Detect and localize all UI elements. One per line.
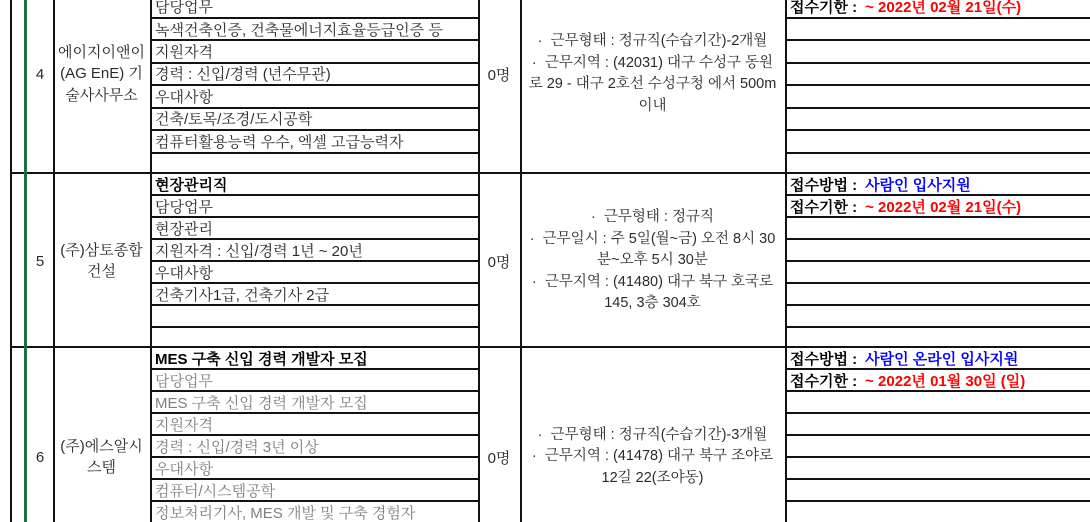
work-info-item: [532, 425, 774, 447]
detail-text: 정보처리기사, MES 개발 및 구축 경험자: [155, 504, 416, 522]
headcount: 0명: [487, 253, 511, 271]
apply-value: 사람인 입사지원: [865, 176, 971, 194]
headcount-cell[interactable]: [478, 348, 520, 522]
apply-cell[interactable]: [785, 218, 1090, 240]
headcount-cell[interactable]: [478, 174, 520, 348]
grid-vline-count-col: [520, 0, 522, 522]
apply-cell[interactable]: [785, 458, 1090, 480]
apply-cell[interactable]: [785, 131, 1090, 153]
work-info-item: [520, 446, 785, 489]
detail-text: 녹색건축인증, 건축물에너지효율등급인증 등: [155, 21, 443, 39]
work-info-item: [520, 229, 785, 272]
job-details-column: [150, 174, 478, 348]
detail-text: 건축/토목/조경/도시공학: [155, 111, 313, 129]
bullet-icon: ·: [531, 273, 537, 290]
bullet-icon: ·: [529, 230, 535, 247]
detail-cell[interactable]: [150, 64, 478, 86]
work-info-text: 근무지역 : (41478) 대구 북구 조야로12길 22(조야동): [544, 448, 774, 486]
apply-cell[interactable]: [785, 348, 1090, 370]
detail-cell[interactable]: [150, 19, 478, 41]
detail-cell[interactable]: [150, 174, 478, 196]
work-info-text: 근무형태 : 정규직(수습기간)-2개월: [550, 33, 768, 49]
detail-text: 지원자격: [155, 416, 213, 434]
headcount-cell[interactable]: [478, 0, 520, 174]
bullet-icon: ·: [537, 33, 543, 49]
apply-label: 접수기한 :: [790, 0, 858, 17]
work-info-text: 근무지역 : (42031) 대구 수성구 동원로 29 - 대구 2호선 수성구청 에서 500m 이내: [528, 54, 777, 114]
apply-label: 접수기한 :: [790, 372, 858, 390]
headcount: 0명: [487, 66, 511, 84]
detail-text: 컴퓨터/시스템공학: [155, 482, 276, 500]
apply-cell[interactable]: [785, 284, 1090, 306]
row-number: 4: [35, 65, 45, 83]
grid-vline-details-col: [478, 0, 480, 522]
detail-cell[interactable]: [150, 0, 478, 19]
apply-label: 접수기한 :: [790, 198, 858, 216]
detail-text: 지원자격 : 신입/경력 1년 ~ 20년: [155, 242, 363, 260]
apply-info-column: [785, 0, 1090, 174]
detail-cell[interactable]: [150, 392, 478, 414]
detail-cell[interactable]: [150, 240, 478, 262]
apply-label: 접수방법 :: [790, 176, 858, 194]
work-info-item: [520, 53, 785, 118]
detail-cell[interactable]: [150, 480, 478, 502]
work-info-text: 근무형태 : 정규직(수습기간)-3개월: [550, 426, 768, 443]
apply-cell[interactable]: [785, 328, 1090, 348]
apply-cell[interactable]: [785, 414, 1090, 436]
apply-info-column: [785, 348, 1090, 522]
band-divider-2: [10, 346, 1090, 348]
grid-vline-left-border: [10, 0, 12, 522]
listing-row-band: [0, 0, 1090, 174]
apply-cell[interactable]: [785, 109, 1090, 131]
detail-text: 현장관리직: [155, 176, 228, 194]
company-name: (주)에스알시스템: [60, 437, 143, 476]
work-info-text: 근무형태 : 정규직: [603, 209, 715, 226]
work-info-item: [532, 31, 774, 53]
apply-cell[interactable]: [785, 370, 1090, 392]
apply-cell[interactable]: [785, 64, 1090, 86]
detail-text: 경력 : 신입/경력 3년 이상: [155, 438, 319, 456]
work-info-cell[interactable]: [520, 0, 785, 174]
detail-cell[interactable]: [150, 86, 478, 108]
bullet-icon: ·: [590, 209, 596, 226]
detail-cell[interactable]: [150, 154, 478, 174]
apply-cell[interactable]: [785, 480, 1090, 502]
apply-cell[interactable]: [785, 436, 1090, 458]
job-details-column: [150, 0, 478, 174]
apply-cell[interactable]: [785, 392, 1090, 414]
work-info-cell[interactable]: [520, 348, 785, 522]
apply-cell[interactable]: [785, 502, 1090, 522]
apply-cell[interactable]: [785, 19, 1090, 41]
bullet-icon: ·: [531, 54, 537, 71]
detail-cell[interactable]: [150, 436, 478, 458]
grid-vline-number-col: [53, 0, 55, 522]
detail-cell[interactable]: [150, 218, 478, 240]
detail-cell[interactable]: [150, 370, 478, 392]
row-number: 6: [35, 448, 45, 466]
company-name: (주)삼토종합건설: [60, 241, 143, 280]
bullet-icon: ·: [531, 448, 537, 465]
apply-cell[interactable]: [785, 262, 1090, 284]
apply-value: ~ 2022년 01월 30일 (일): [865, 372, 1026, 390]
detail-cell[interactable]: [150, 502, 478, 522]
work-info-text: 근무지역 : (41480) 대구 북구 호국로 145, 3층 304호: [544, 273, 774, 312]
grid-vline-company-col: [150, 0, 152, 522]
apply-value: 사람인 온라인 입사지원: [865, 350, 1019, 368]
detail-cell[interactable]: [150, 348, 478, 370]
detail-text: 우대사항: [155, 460, 213, 478]
apply-value: ~ 2022년 02월 21일(수): [865, 0, 1022, 17]
apply-label: 접수방법 :: [790, 350, 858, 368]
job-details-column: [150, 348, 478, 522]
row-number-cell[interactable]: [27, 174, 53, 348]
work-info-text: 근무일시 : 주 5일(월~금) 오전 8시 30분~오후 5시 30분: [542, 230, 776, 269]
detail-cell[interactable]: [150, 414, 478, 436]
detail-cell[interactable]: [150, 328, 478, 348]
work-info-item: [585, 207, 720, 229]
company-name-cell[interactable]: [55, 0, 148, 174]
detail-text: 담당업무: [155, 372, 213, 390]
detail-text: MES 구축 신입 경력 개발자 모집: [155, 350, 368, 368]
headcount: 0명: [487, 449, 511, 467]
apply-cell[interactable]: [785, 240, 1090, 262]
bullet-icon: ·: [537, 426, 543, 443]
apply-info-column: [785, 174, 1090, 348]
detail-cell[interactable]: [150, 262, 478, 284]
detail-cell[interactable]: [150, 284, 478, 306]
listing-row-band: [0, 348, 1090, 522]
detail-cell[interactable]: [150, 458, 478, 480]
detail-cell[interactable]: [150, 131, 478, 153]
detail-text: 우대사항: [155, 88, 213, 106]
company-name-cell[interactable]: [55, 174, 148, 348]
apply-cell[interactable]: [785, 174, 1090, 196]
detail-text: MES 구축 신입 경력 개발자 모집: [155, 394, 368, 412]
row-number-cell[interactable]: [27, 348, 53, 522]
detail-text: 담당업무: [155, 198, 213, 216]
detail-text: 담당업무: [155, 0, 213, 17]
company-name: 에이지이앤이 (AG EnE) 기술사사무소: [58, 43, 145, 104]
apply-cell[interactable]: [785, 41, 1090, 63]
grid-vline-apply-col: [785, 0, 787, 522]
apply-cell[interactable]: [785, 0, 1090, 19]
detail-cell[interactable]: [150, 306, 478, 328]
work-info-cell[interactable]: [520, 174, 785, 348]
detail-text: 경력 : 신입/경력 (년수무관): [155, 66, 331, 84]
apply-cell[interactable]: [785, 86, 1090, 108]
work-info-item: [520, 272, 785, 315]
apply-cell[interactable]: [785, 306, 1090, 328]
detail-text: 건축기사1급, 건축기사 2급: [155, 286, 330, 304]
detail-cell[interactable]: [150, 109, 478, 131]
company-name-cell[interactable]: [55, 348, 148, 522]
row-number-cell[interactable]: [27, 0, 53, 174]
page-break-green-line: [24, 0, 27, 522]
listing-row-band: [0, 174, 1090, 348]
apply-value: ~ 2022년 02월 21일(수): [865, 198, 1022, 216]
row-number: 5: [35, 252, 45, 270]
band-divider-1: [10, 172, 1090, 174]
detail-text: 우대사항: [155, 264, 213, 282]
detail-text: 현장관리: [155, 220, 213, 238]
apply-cell[interactable]: [785, 154, 1090, 174]
apply-cell[interactable]: [785, 196, 1090, 218]
detail-text: 컴퓨터활용능력 우수, 엑셀 고급능력자: [155, 133, 404, 151]
detail-text: 지원자격: [155, 44, 213, 62]
detail-cell[interactable]: [150, 41, 478, 63]
detail-cell[interactable]: [150, 196, 478, 218]
